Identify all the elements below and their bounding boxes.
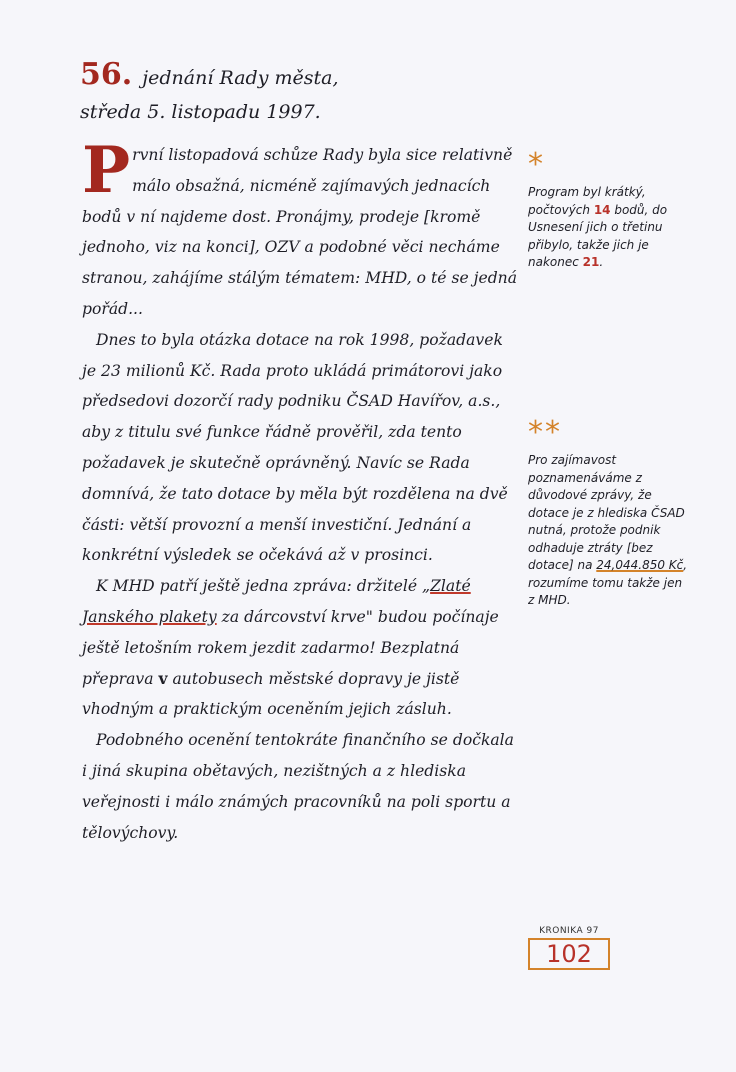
asterisk-icon: * [528,147,545,182]
page-number: 102 [528,938,610,970]
sidenote-1-num-1: 14 [593,202,611,217]
award-name: Zlaté Janského plakety [82,577,471,626]
sidenote-1-num-2: 21 [582,255,600,269]
sidenote-1 [528,147,688,272]
chronicle-label: KRONIKA 97 [539,926,599,936]
page-footer [528,926,610,970]
sidenote-2 [528,415,688,610]
drop-cap: P [82,133,131,208]
paragraph-1 [82,133,518,325]
heading-line-1: jednání Rady města, [142,67,339,89]
page-heading [80,58,500,129]
sidenote-1-text-b: bodů, do Usnesení jich o třetinu přibylo, takže jich je nakonec [528,202,668,269]
paragraph-3 [82,571,518,725]
sidenote-2-text-b: , rozumíme tomu takže jen z MHD. [528,558,688,607]
sidenote-1-text-a: Program byl krátký, počtových [528,185,646,217]
paragraph-3-part-c: autobusech městské dopravy je jistě vhodným a praktickým oceněním jejich zásluh. [82,669,460,719]
meeting-number: 56. [80,57,133,92]
sidenote-1-text-c: . [599,255,604,269]
paragraph-3-part-a: K MHD patří ještě jedna zpráva: držitelé „ [96,577,431,596]
paragraph-4: Podobného ocenění tentokráte finančního se dočkala i jiná skupina obětavých, nezištných a z hlediska veřejnosti i málo známých pracovníků na poli sportu a tělovýchovy. [82,731,514,842]
sidenote-2-text-a: Pro zajímavost poznamenáváme z důvodové zprávy, že dotace je z hlediska ČSAD nutná, protože podnik odhaduje ztráty [bez dotace] na [528,453,685,572]
paragraph-3-part-b: za dárcovství krve" budou počínaje ještě letošním rokem jezdit zadarmo! Bezplatná přeprava [82,607,499,688]
paragraph-1-text: rvní listopadová schůze Rady byla sice relativně málo obsažná, nicméně zajímavých jednacích bodů v ní najdeme dost. Pronájmy, prodeje [kromě jednoho, viz na konci], OZV a podobné věci necháme stranou, zahájíme stálým tématem: MHD, o té se jedná pořád... [82,146,518,318]
paragraph-3-bold: v [158,668,168,688]
double-asterisk-icon: ** [528,415,562,450]
main-text [82,133,518,848]
paragraph-2: Dnes to byla otázka dotace na rok 1998, požadavek je 23 milionů Kč. Rada proto ukládá primátorovi jako předsedovi dozorčí rady podniku ČSAD Havířov, a.s., aby z titulu své funkce řádně prověřil, zda tento požadavek je skutečně oprávněný. Navíc se Rada domnívá, že tato dotace by měla být rozdělena na dvě části: větší provozní a menší investiční. Jednání a konkrétní výsledek se očekává až v prosinci. [82,330,508,565]
sidenote-2-amount: 24,044.850 Kč [596,558,684,572]
heading-line-2: středa 5. listopadu 1997. [80,101,321,123]
